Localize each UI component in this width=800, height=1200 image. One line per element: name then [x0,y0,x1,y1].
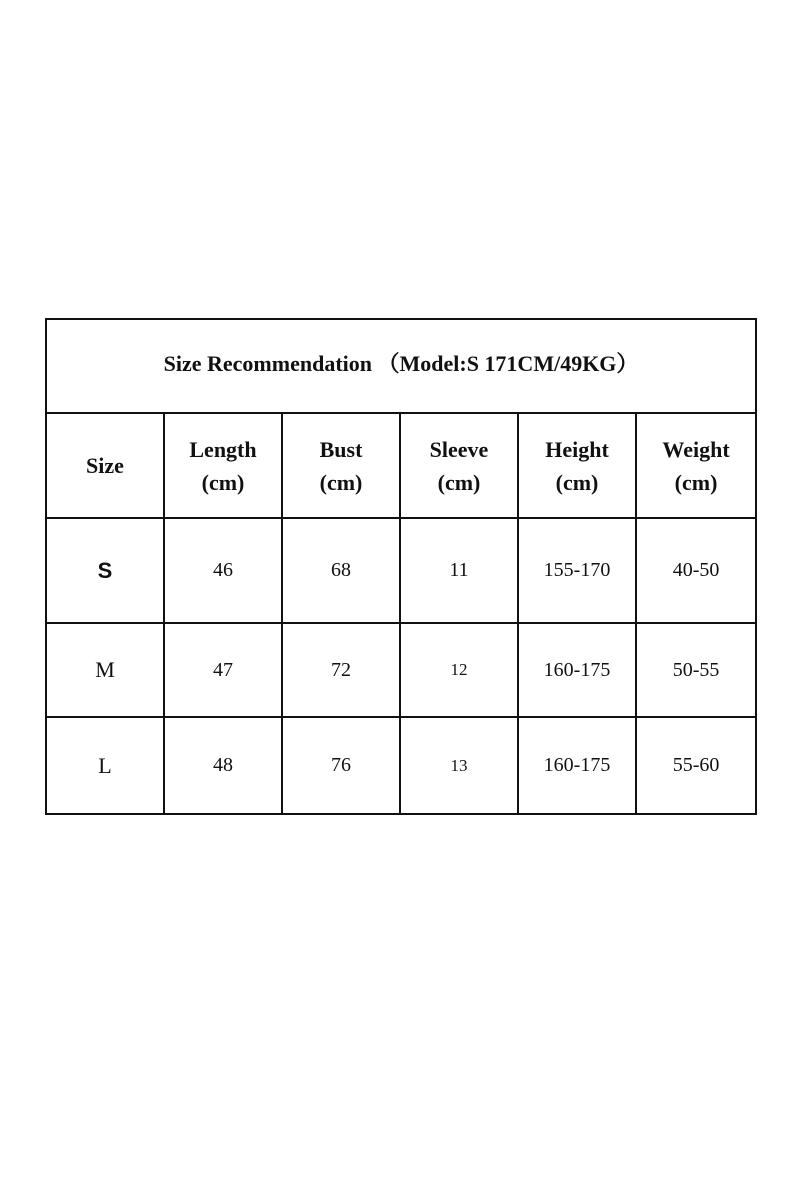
header-sleeve-unit: (cm) [437,469,481,495]
header-height [518,413,636,518]
header-row [46,413,756,518]
header-bust [282,413,400,518]
size-cell: M [46,623,164,717]
table-row [46,717,756,814]
sleeve-cell: 12 [400,623,518,717]
length-cell: 47 [164,623,282,717]
title-row [46,319,756,413]
header-length-label: Length [189,436,257,462]
sleeve-cell: 13 [400,717,518,814]
header-weight [636,413,756,518]
header-length [164,413,282,518]
table-title: Size Recommendation （Model:S 171CM/49KG） [163,350,639,376]
header-bust-label: Bust [319,436,363,462]
bust-cell: 68 [282,518,400,623]
header-height-unit: (cm) [555,469,599,495]
weight-cell: 55-60 [636,717,756,814]
weight-cell: 40-50 [636,518,756,623]
table-row [46,623,756,717]
size-cell: L [46,717,164,814]
header-height-label: Height [545,436,609,462]
table-row [46,518,756,623]
height-cell: 160-175 [518,623,636,717]
length-cell: 48 [164,717,282,814]
header-sleeve-label: Sleeve [429,436,489,462]
header-bust-unit: (cm) [319,469,363,495]
size-cell: S [46,518,164,623]
header-size-label: Size [86,453,124,478]
sleeve-cell: 11 [400,518,518,623]
weight-cell: 50-55 [636,623,756,717]
bust-cell: 76 [282,717,400,814]
header-sleeve [400,413,518,518]
table-title-cell [46,319,756,413]
bust-cell: 72 [282,623,400,717]
header-weight-label: Weight [662,436,730,462]
height-cell: 155-170 [518,518,636,623]
size-chart-table [45,318,757,815]
header-size [46,413,164,518]
header-length-unit: (cm) [201,469,245,495]
header-weight-unit: (cm) [674,469,718,495]
height-cell: 160-175 [518,717,636,814]
length-cell: 46 [164,518,282,623]
